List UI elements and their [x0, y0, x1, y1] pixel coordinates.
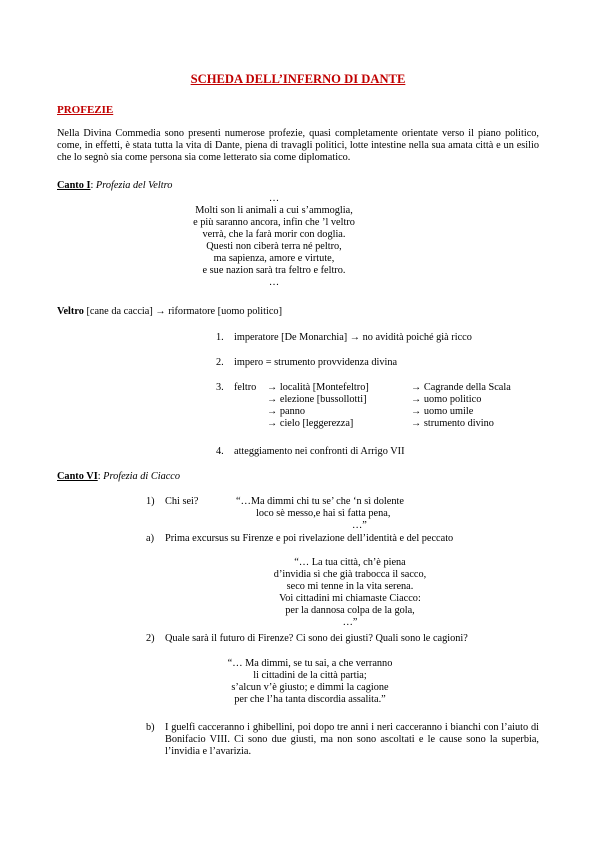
answer-a-verses — [52, 557, 596, 629]
veltro-term: Veltro — [57, 306, 84, 317]
verse-line: …” — [342, 617, 358, 628]
feltro-right-entry: → uomo umile — [411, 406, 474, 417]
canto-6-label: Canto VI — [57, 471, 98, 482]
verse-line: verrà, che la farà morir con doglia. — [202, 229, 346, 240]
verse-line: e più saranno ancora, infin che ’l veltro — [193, 217, 355, 228]
question-2-number: 2) — [146, 633, 155, 644]
item-text: atteggiamento nei confronti di Arrigo VII — [234, 446, 405, 457]
verse-line: e sue nazion sarà tra feltro e feltro. — [202, 265, 346, 276]
verse-line: Molti son li animali a cui s’ammoglia, — [195, 205, 353, 216]
feltro-left-entry: → elezione [bussollotti] — [267, 394, 367, 405]
item-text: impero = strumento provvidenza divina — [234, 357, 398, 368]
answer-a-text: Prima excursus su Firenze e poi rivelazione dell’identità e del peccato — [165, 533, 454, 544]
verse-line: Voi cittadini mi chiamaste Ciacco: — [279, 593, 421, 604]
question-1-verse-3: …” — [352, 520, 367, 531]
question-1-verse-1: “…Ma dimmi chi tu se’ che ‘n sì dolente — [236, 496, 404, 507]
canto-1-label: Canto I — [57, 180, 91, 191]
section-heading: PROFEZIE — [57, 104, 114, 116]
verse-line: ma sapienza, amore e virtute, — [213, 253, 335, 264]
verse-line: seco mi tenne in la vita serena. — [286, 581, 414, 592]
veltro-item-4 — [216, 446, 405, 458]
answer-b-text: I guelfi cacceranno i ghibellini, poi dopo tre anni i neri cacceranno i bianchi con l’aiuto di Bonifacio VIII. Ci sono due giusti, ma non sono ascoltati e le cause sono la superbia, l’invidia e l’avarizia. — [165, 722, 539, 758]
verse-line: li cittadini de la città partia; — [253, 670, 367, 681]
feltro-left-entry: → panno — [267, 406, 306, 417]
feltro-right-column — [411, 382, 511, 430]
verse-line: … — [268, 193, 280, 204]
question-1-number: 1) — [146, 496, 155, 507]
canto-1-subtitle: Profezia del Veltro — [95, 180, 173, 191]
canto-6-subtitle: Profezia di Ciacco — [103, 471, 181, 482]
canto-6-sep: : — [97, 471, 104, 482]
veltro-rest: [cane da caccia] → riformatore [uomo politico] — [83, 306, 283, 317]
veltro-item-2 — [216, 357, 398, 369]
veltro-item-3 — [216, 382, 257, 394]
item-number: 2. — [216, 357, 224, 368]
canto-6-heading — [57, 471, 180, 483]
verse-line: d’invidia sì che già trabocca il sacco, — [273, 569, 427, 580]
page-title: SCHEDA DELL’INFERNO DI DANTE — [190, 72, 406, 86]
item-number: 1. — [216, 332, 224, 343]
question-1-verse-2: loco sè messo,e hai sì fatta pena, — [256, 508, 391, 519]
verse-line: Questi non ciberà terra né peltro, — [206, 241, 342, 252]
question-2-verses — [12, 658, 596, 706]
item-number: 4. — [216, 446, 224, 457]
item-number: 3. — [216, 382, 224, 393]
verse-line: “… Ma dimmi, se tu sai, a che verranno — [227, 658, 393, 669]
intro-paragraph: Nella Divina Commedia sono presenti numerose profezie, quasi completamente orientate verso il piano politico, come, in effetti, è stata tutta la vita di Dante, piena di travagli politici, lotte intestine nella sua amata città e un esilio che lo segnò sia come persona sia come letterato sia come diplomatico. — [57, 128, 539, 164]
canto-1-sep: : — [90, 180, 96, 191]
question-2-text: Quale sarà il futuro di Firenze? Ci sono dei giusti? Quali sono le cagioni? — [165, 633, 468, 644]
verse-line: s’alcun v’è giusto; e dimmi la cagione — [231, 682, 389, 693]
verse-line: per che l’ha tanta discordia assalita.” — [234, 694, 386, 705]
feltro-right-entry: → Cagrande della Scala — [411, 382, 511, 393]
canto-1-verses — [0, 193, 572, 289]
answer-a-number: a) — [146, 533, 154, 544]
item-text: feltro — [234, 382, 257, 393]
verse-line: “… La tua città, ch’è piena — [294, 557, 406, 568]
feltro-right-entry: → uomo politico — [411, 394, 482, 405]
verse-line: per la dannosa colpa de la gola, — [285, 605, 415, 616]
verse-line: … — [268, 277, 280, 288]
answer-b-number: b) — [146, 722, 155, 733]
feltro-left-column — [267, 382, 369, 430]
item-text: imperatore [De Monarchia] → no avidità poiché già ricco — [234, 332, 472, 343]
question-1-text: Chi sei? — [165, 496, 199, 507]
veltro-item-1 — [216, 332, 472, 344]
feltro-left-entry: → località [Montefeltro] — [267, 382, 369, 393]
feltro-right-entry: → strumento divino — [411, 418, 494, 429]
canto-1-heading — [57, 180, 172, 192]
feltro-left-entry: → cielo [leggerezza] — [267, 418, 354, 429]
veltro-definition — [57, 306, 282, 318]
